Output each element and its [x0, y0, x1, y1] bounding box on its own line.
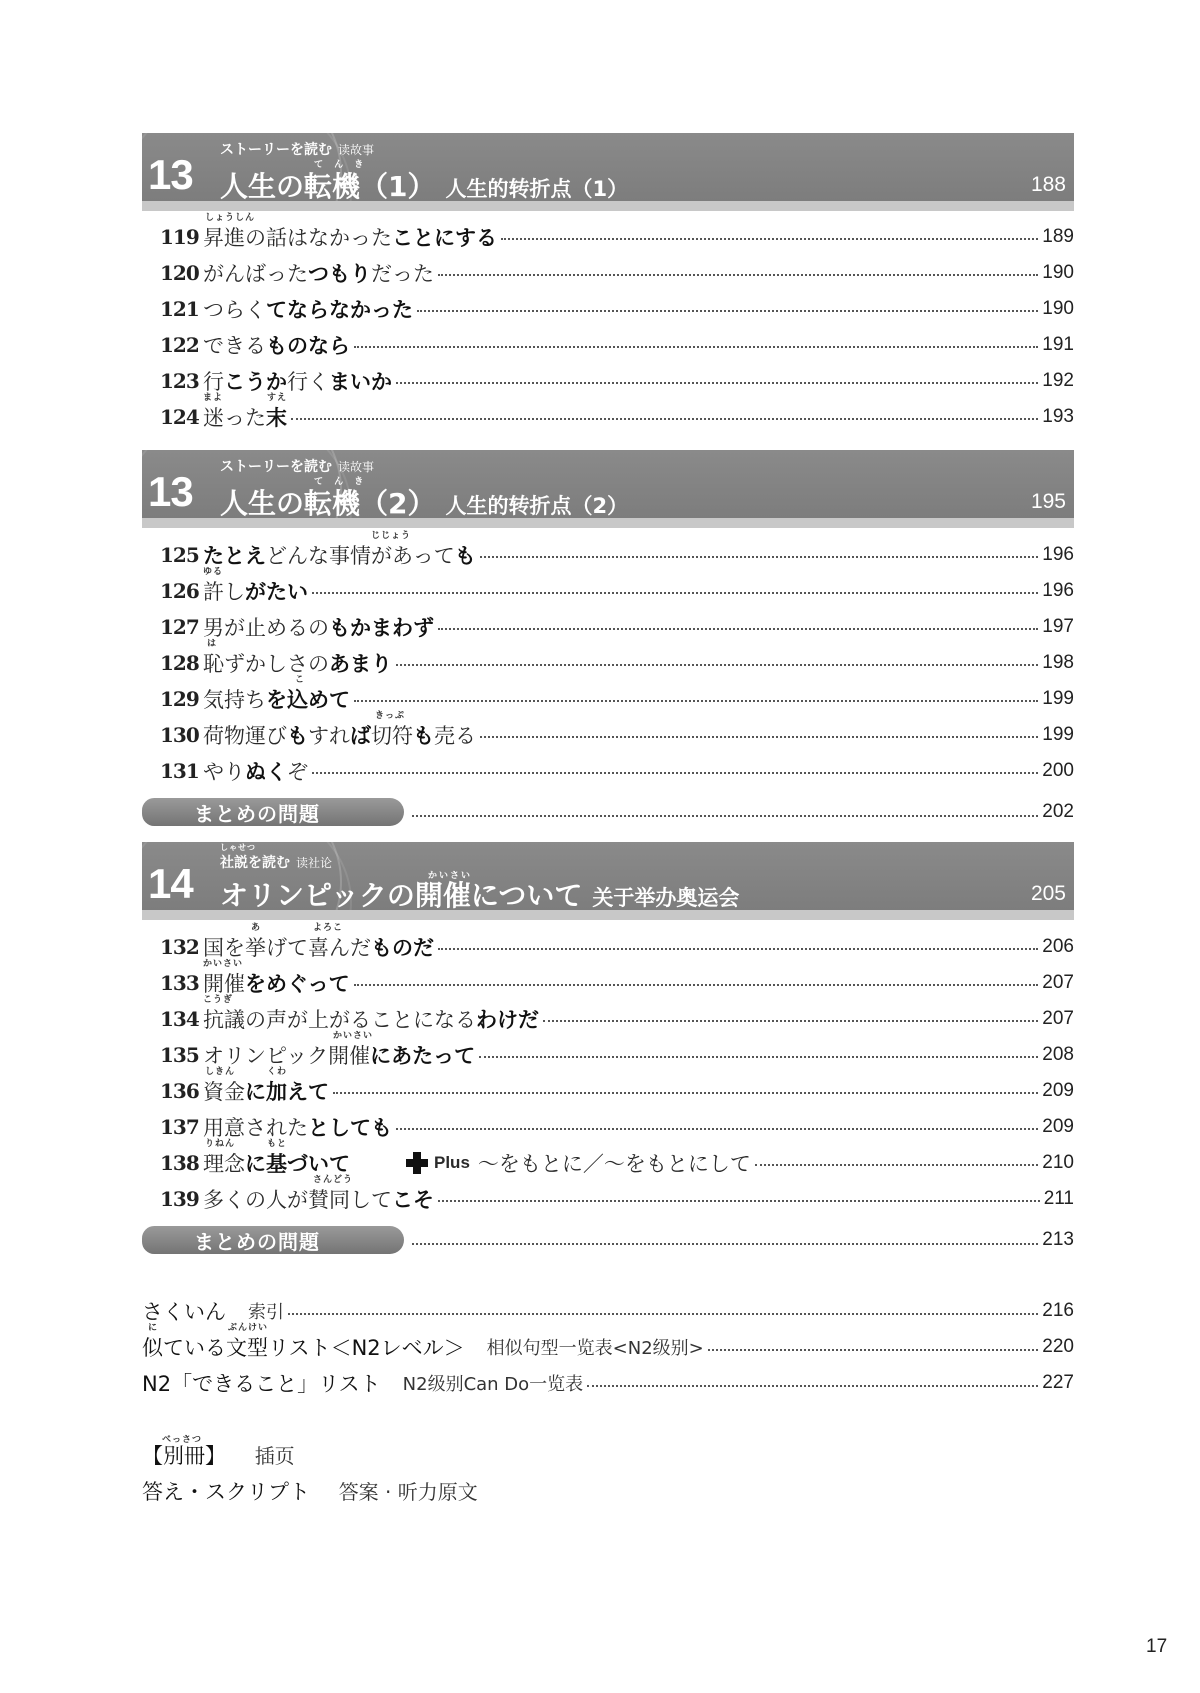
toc-entry[interactable]: 122 できるものなら 191 — [160, 333, 1074, 358]
toc-entry[interactable]: 130 きっぷ 荷物運びもすれば切符も売る 199 — [160, 711, 1074, 748]
entry-page: 197 — [1042, 616, 1074, 637]
toc-entry[interactable]: 121 つらくてならなかった 190 — [160, 297, 1074, 322]
review-pill: まとめの問題 — [142, 798, 404, 826]
review-page: 202 — [1042, 801, 1074, 822]
toc-entry[interactable]: 123 行こうか行くまいか 192 — [160, 369, 1074, 394]
toc-entry[interactable]: 120 がんばったつもりだった 190 — [160, 261, 1074, 286]
toc-entry[interactable]: 133 かいさい 開催をめぐって 207 — [160, 959, 1074, 996]
subtitle-ruby: しゃせつ — [220, 843, 256, 852]
entry-page: 190 — [1042, 298, 1074, 319]
chapter-number: 14 — [148, 860, 193, 907]
review-pill: まとめの問題 — [142, 1226, 404, 1254]
toc-entry[interactable]: 138 りねん もと 理念に基づいて Plus ～をもとに／～をもとにして 210 — [160, 1139, 1074, 1176]
entry-page: 209 — [1042, 1116, 1074, 1137]
entry-page: 206 — [1042, 936, 1074, 957]
review-row[interactable] — [142, 1224, 1074, 1256]
toc-entry[interactable]: 132 あ よろこ 国を挙げて喜んだものだ 206 — [160, 923, 1074, 960]
supplement-title: べっさつ 【別冊】 插页 — [142, 1435, 295, 1468]
page-number: 17 — [1146, 1636, 1168, 1657]
review-page: 213 — [1042, 1229, 1074, 1250]
entry-page: 193 — [1042, 406, 1074, 427]
chapter-banner — [142, 842, 1074, 920]
appendix-entry[interactable]: N2「できること」リスト N2级别Can Do一览表 227 — [142, 1372, 1074, 1396]
chapter-page: 188 — [1030, 173, 1066, 196]
plus-icon — [406, 1152, 428, 1174]
appendix-entry[interactable]: さくいん 索引 216 — [142, 1300, 1074, 1324]
entry-page: 209 — [1042, 1080, 1074, 1101]
entry-page: 196 — [1042, 580, 1074, 601]
chapter-subtitle: ストーリーを読む 读故事 — [220, 459, 375, 475]
entry-page: 199 — [1042, 724, 1074, 745]
chapter-title: 人生の転機（1） 人生的转折点（1） — [220, 170, 629, 203]
chapter-number: 13 — [148, 151, 193, 198]
toc-entry[interactable]: 125 じじょう たとえどんな事情があっても 196 — [160, 531, 1074, 568]
plus-note: Plus ～をもとに／～をもとにして — [406, 1148, 751, 1178]
title-ruby: かいさい — [428, 871, 473, 881]
toc-entry[interactable]: 137 用意されたとしても 209 — [160, 1115, 1074, 1140]
chapter-title: オリンピックの開催について 关于举办奥运会 — [220, 879, 740, 912]
entry-page: 208 — [1042, 1044, 1074, 1065]
entry-page: 192 — [1042, 370, 1074, 391]
appendix-entry[interactable]: に ぶんけい 似ている文型リスト＜N2レベル＞ 相似句型一览表<N2级别> 220 — [142, 1323, 1074, 1360]
chapter-subtitle: ストーリーを読む 读故事 — [220, 142, 375, 158]
chapter-title: 人生の転機（2） 人生的转折点（2） — [220, 487, 629, 520]
entry-page: 191 — [1042, 334, 1074, 355]
toc-entry[interactable]: 119 しょうしん 昇進の話はなかったことにする 189 — [160, 213, 1074, 250]
toc-entry[interactable]: 129 こ 気持ちを込めて 199 — [160, 675, 1074, 712]
supplement-answers: 答え・スクリプト 答案 · 听力原文 — [142, 1480, 478, 1504]
toc-entry[interactable]: 124 まよ すえ 迷った末 193 — [160, 393, 1074, 430]
chapter-banner — [142, 133, 1074, 211]
chapter-page: 205 — [1030, 882, 1066, 905]
entry-page: 200 — [1042, 760, 1074, 781]
entry-page: 198 — [1042, 652, 1074, 673]
chapter-subtitle: 社説を読む 读社论 — [220, 855, 333, 871]
review-row[interactable] — [142, 796, 1074, 828]
entry-page: 196 — [1042, 544, 1074, 565]
toc-entry[interactable]: 135 かいさい オリンピック開催にあたって 208 — [160, 1031, 1074, 1068]
entry-page: 210 — [1042, 1152, 1074, 1173]
entry-page: 211 — [1043, 1188, 1074, 1209]
toc-entry[interactable]: 128 は 恥ずかしさのあまり 198 — [160, 639, 1074, 676]
chapter-page: 195 — [1030, 490, 1066, 513]
entry-page: 190 — [1042, 262, 1074, 283]
toc-entry[interactable]: 136 しきん くわ 資金に加えて 209 — [160, 1067, 1074, 1104]
entry-page: 207 — [1042, 972, 1074, 993]
entry-page: 207 — [1042, 1008, 1074, 1029]
toc-entry[interactable]: 131 やりぬくぞ 200 — [160, 759, 1074, 784]
entry-page: 189 — [1042, 226, 1074, 247]
title-ruby: て ん き — [314, 160, 368, 170]
toc-entry[interactable]: 134 こうぎ 抗議の声が上がることになるわけだ 207 — [160, 995, 1074, 1032]
title-ruby: て ん き — [314, 477, 368, 487]
toc-entry[interactable]: 126 ゆる 許しがたい 196 — [160, 567, 1074, 604]
chapter-banner — [142, 450, 1074, 528]
toc-entry[interactable]: 139 さんどう 多くの人が賛同してこそ 211 — [160, 1175, 1074, 1212]
entry-page: 199 — [1042, 688, 1074, 709]
toc-entry[interactable]: 127 男が止めるのもかまわず 197 — [160, 615, 1074, 640]
chapter-number: 13 — [148, 468, 193, 515]
